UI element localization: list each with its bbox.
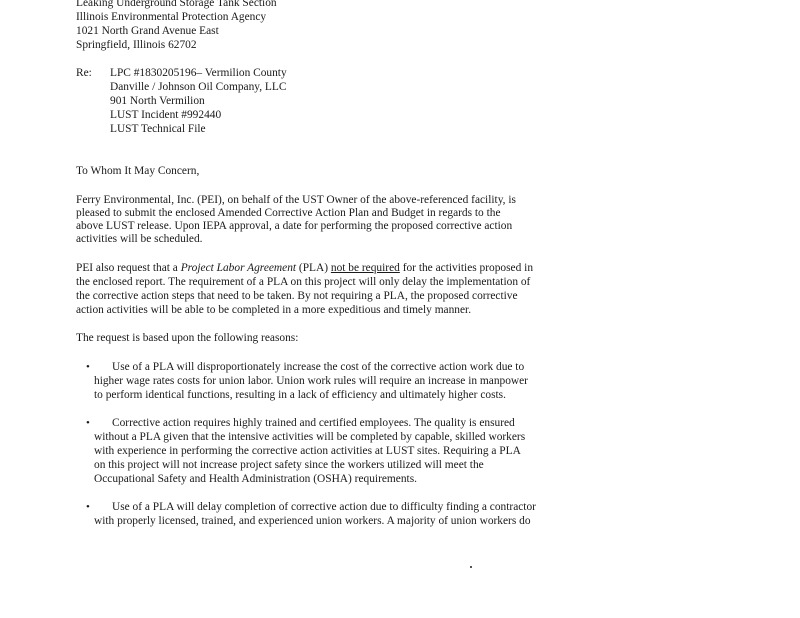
bullet-line: Corrective action requires highly trained and certified employees. The quality is ensured xyxy=(112,417,515,429)
paragraph-line xyxy=(76,261,533,275)
bullet-line: higher wage rates costs for union labor. Union work rules will require an increase in manpower xyxy=(94,375,528,387)
bullet-line: on this project will not increase project safety since the workers utilized will meet the xyxy=(94,459,484,471)
bullet-icon: • xyxy=(86,361,90,373)
re-line: LPC #1830205196– Vermilion County xyxy=(110,67,287,79)
italic-term: Project Labor Agreement xyxy=(180,262,297,274)
re-line: LUST Technical File xyxy=(110,123,206,135)
address-line: Springfield, Illinois 62702 xyxy=(76,39,197,51)
address-line: 1021 North Grand Avenue East xyxy=(76,25,219,37)
paragraph-line: action activities will be able to be completed in a more expeditious and timely manner. xyxy=(76,304,472,316)
text-run: for the activities proposed in xyxy=(399,262,534,274)
text-run: (PLA) xyxy=(296,262,331,274)
bullet-icon: • xyxy=(86,417,90,429)
bullet-icon: • xyxy=(86,501,90,513)
re-line: LUST Incident #992440 xyxy=(110,109,222,121)
salutation: To Whom It May Concern, xyxy=(76,165,200,177)
reasons-intro: The request is based upon the following reasons: xyxy=(76,332,299,344)
bullet-line: without a PLA given that the intensive activities will be completed by capable, skilled workers xyxy=(94,431,526,443)
re-line: 901 North Vermilion xyxy=(110,95,205,107)
address-line: Leaking Underground Storage Tank Section xyxy=(76,0,277,9)
paragraph-line: above LUST release. Upon IEPA approval, a date for performing the proposed corrective action xyxy=(76,220,513,232)
bullet-line: Use of a PLA will disproportionately increase the cost of the corrective action work due to xyxy=(112,361,525,373)
bullet-line: to perform identical functions, resulting in a lack of efficiency and ultimately higher costs. xyxy=(94,389,506,401)
bullet-line: with experience in performing the corrective action activities at LUST sites. Requiring a PLA xyxy=(94,445,521,457)
scan-speck xyxy=(470,566,472,568)
bullet-line: with properly licensed, trained, and experienced union workers. A majority of union workers do xyxy=(94,515,531,527)
bullet-line: Use of a PLA will delay completion of corrective action due to difficulty finding a contractor xyxy=(112,501,536,513)
address-line: Illinois Environmental Protection Agency xyxy=(76,11,267,23)
paragraph-line: Ferry Environmental, Inc. (PEI), on behalf of the UST Owner of the above-referenced facility, is xyxy=(76,194,516,206)
paragraph-line: the corrective action steps that need to be taken. By not requiring a PLA, the proposed corrective xyxy=(76,290,518,302)
re-line: Danville / Johnson Oil Company, LLC xyxy=(110,81,287,93)
paragraph-line: pleased to submit the enclosed Amended Corrective Action Plan and Budget in regards to the xyxy=(76,207,501,219)
paragraph-line: the enclosed report. The requirement of a PLA on this project will only delay the implementation of xyxy=(76,276,531,288)
re-label: Re: xyxy=(76,67,92,79)
underlined-term: not be required xyxy=(330,262,400,274)
text-run: PEI also request that a xyxy=(76,262,181,274)
paragraph-line: activities will be scheduled. xyxy=(76,233,203,245)
bullet-line: Occupational Safety and Health Administration (OSHA) requirements. xyxy=(94,473,417,485)
